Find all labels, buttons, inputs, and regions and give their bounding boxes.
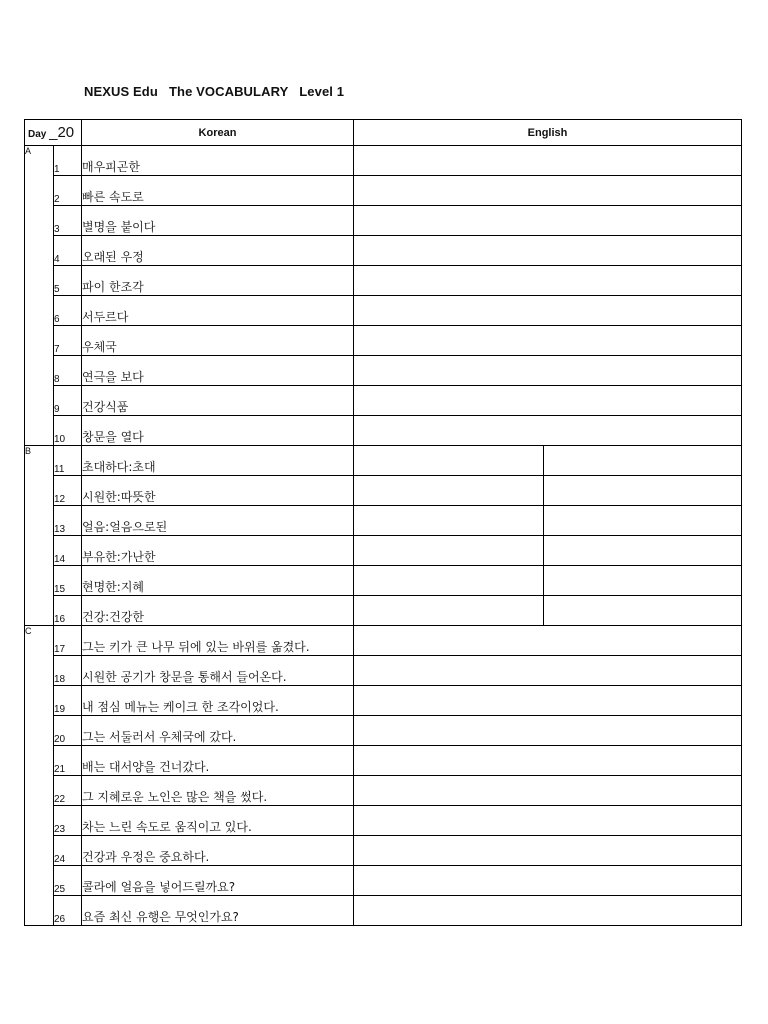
item-number: 5 [54,266,82,296]
english-answer-cell[interactable] [354,266,742,296]
item-number: 22 [54,776,82,806]
item-number: 12 [54,476,82,506]
vocab-row [25,596,742,626]
vocab-row [25,326,742,356]
korean-prompt: 현명한:지혜 [82,566,354,596]
english-answer-cell[interactable] [354,686,742,716]
english-answer-cell[interactable] [354,716,742,746]
section-label: C [25,626,54,926]
vocab-row [25,476,742,506]
item-number: 20 [54,716,82,746]
english-answer-cell-2[interactable] [544,476,742,506]
document-title: NEXUS Edu The VOCABULARY Level 1 [84,84,345,99]
english-answer-cell-2[interactable] [544,536,742,566]
vocab-row [25,896,742,926]
korean-prompt: 콜라에 얼음을 넣어드릴까요? [82,866,354,896]
english-answer-cell-1[interactable] [354,476,544,506]
english-answer-cell[interactable] [354,836,742,866]
item-number: 13 [54,506,82,536]
day-header [25,120,82,146]
vocab-row [25,446,742,476]
korean-prompt: 요즘 최신 유행은 무엇인가요? [82,896,354,926]
english-answer-cell[interactable] [354,776,742,806]
english-answer-cell[interactable] [354,326,742,356]
vocab-row [25,866,742,896]
vocab-row [25,746,742,776]
english-answer-cell[interactable] [354,386,742,416]
english-answer-cell-2[interactable] [544,566,742,596]
korean-prompt: 초대하다:초대 [82,446,354,476]
korean-prompt: 차는 느린 속도로 움직이고 있다. [82,806,354,836]
korean-prompt: 부유한:가난한 [82,536,354,566]
english-answer-cell[interactable] [354,146,742,176]
day-number: _20 [49,124,75,141]
english-answer-cell[interactable] [354,626,742,656]
item-number: 26 [54,896,82,926]
english-answer-cell[interactable] [354,896,742,926]
vocab-row [25,176,742,206]
item-number: 23 [54,806,82,836]
item-number: 25 [54,866,82,896]
korean-column-header: Korean [82,120,354,146]
english-answer-cell[interactable] [354,746,742,776]
korean-prompt: 얼음:얼음으로된 [82,506,354,536]
vocab-row [25,146,742,176]
vocab-row [25,686,742,716]
vocab-row [25,296,742,326]
english-answer-cell[interactable] [354,656,742,686]
english-answer-cell-1[interactable] [354,566,544,596]
item-number: 14 [54,536,82,566]
english-column-header: English [354,120,742,146]
item-number: 7 [54,326,82,356]
korean-prompt: 그 지혜로운 노인은 많은 책을 썼다. [82,776,354,806]
vocab-row [25,626,742,656]
item-number: 24 [54,836,82,866]
korean-prompt: 건강식품 [82,386,354,416]
korean-prompt: 별명을 붙이다 [82,206,354,236]
english-answer-cell-2[interactable] [544,506,742,536]
english-answer-cell[interactable] [354,296,742,326]
vocab-row [25,566,742,596]
item-number: 3 [54,206,82,236]
english-answer-cell[interactable] [354,806,742,836]
section-label: B [25,446,54,626]
english-answer-cell[interactable] [354,176,742,206]
item-number: 10 [54,416,82,446]
english-answer-cell-1[interactable] [354,596,544,626]
item-number: 17 [54,626,82,656]
item-number: 19 [54,686,82,716]
item-number: 15 [54,566,82,596]
english-answer-cell[interactable] [354,236,742,266]
item-number: 18 [54,656,82,686]
korean-prompt: 그는 서둘러서 우체국에 갔다. [82,716,354,746]
korean-prompt: 서두르다 [82,296,354,326]
item-number: 21 [54,746,82,776]
korean-prompt: 그는 키가 큰 나무 뒤에 있는 바위를 옮겼다. [82,626,354,656]
item-number: 11 [54,446,82,476]
vocab-row [25,716,742,746]
vocabulary-table [24,119,742,926]
korean-prompt: 시원한 공기가 창문을 통해서 들어온다. [82,656,354,686]
section-label: A [25,146,54,446]
english-answer-cell[interactable] [354,866,742,896]
korean-prompt: 창문을 열다 [82,416,354,446]
korean-prompt: 연극을 보다 [82,356,354,386]
vocab-row [25,776,742,806]
korean-prompt: 시원한:따뜻한 [82,476,354,506]
item-number: 4 [54,236,82,266]
vocab-row [25,506,742,536]
vocab-row [25,806,742,836]
korean-prompt: 건강:건강한 [82,596,354,626]
vocab-row [25,536,742,566]
vocabulary-body [25,146,742,926]
day-label: Day [28,129,50,140]
item-number: 8 [54,356,82,386]
vocab-row [25,236,742,266]
korean-prompt: 매우피곤한 [82,146,354,176]
vocab-row [25,386,742,416]
vocab-row [25,206,742,236]
korean-prompt: 우체국 [82,326,354,356]
english-answer-cell-1[interactable] [354,506,544,536]
vocab-row [25,356,742,386]
korean-prompt: 오래된 우정 [82,236,354,266]
vocab-row [25,656,742,686]
english-answer-cell[interactable] [354,206,742,236]
header-row [25,120,742,146]
korean-prompt: 내 점심 메뉴는 케이크 한 조각이었다. [82,686,354,716]
vocab-row [25,836,742,866]
english-answer-cell-1[interactable] [354,536,544,566]
item-number: 16 [54,596,82,626]
korean-prompt: 배는 대서양을 건너갔다. [82,746,354,776]
korean-prompt: 파이 한조각 [82,266,354,296]
english-answer-cell[interactable] [354,356,742,386]
item-number: 2 [54,176,82,206]
english-answer-cell-1[interactable] [354,446,544,476]
korean-prompt: 건강과 우정은 중요하다. [82,836,354,866]
english-answer-cell[interactable] [354,416,742,446]
english-answer-cell-2[interactable] [544,596,742,626]
item-number: 6 [54,296,82,326]
korean-prompt: 빠른 속도로 [82,176,354,206]
vocab-row [25,416,742,446]
item-number: 1 [54,146,82,176]
english-answer-cell-2[interactable] [544,446,742,476]
item-number: 9 [54,386,82,416]
vocab-row [25,266,742,296]
